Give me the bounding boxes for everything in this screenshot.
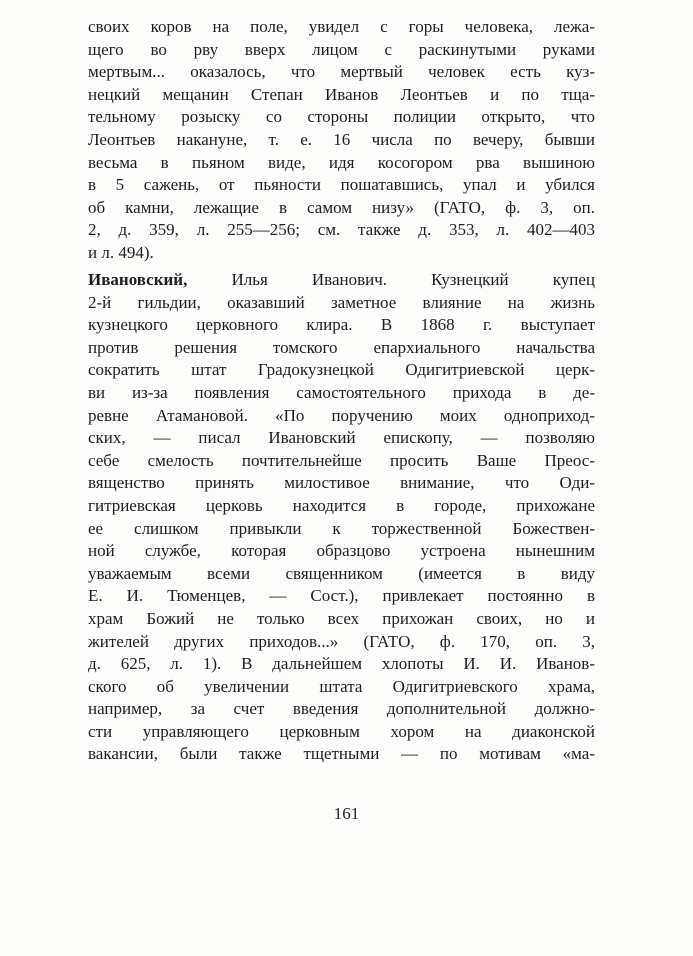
- text-line: 2-й гильдии, оказавший заметное влияние на жизнь: [88, 292, 595, 312]
- entry-first-line: [88, 269, 595, 292]
- text-line: тельному розыску со стороны полиции открыто, что: [88, 107, 595, 127]
- text-line: Е. И. Тюменцев, — Сост.), привлекает постоянно в: [88, 586, 595, 606]
- entry-headword: Ивановский,: [88, 270, 188, 289]
- text-line: против решения томского епархиального начальства: [88, 337, 595, 357]
- text-line: весьма в пьяном виде, идя косогором рва вышиною: [88, 152, 595, 172]
- text-line: нецкий мещанин Степан Иванов Леонтьев и по тща-: [88, 84, 595, 104]
- text-line: д. 625, л. 1). В дальнейшем хлопоты И. И. Иванов-: [88, 654, 595, 674]
- page-number: 161: [333, 804, 360, 823]
- text-line: вакансии, были также тщетными — по мотивам «ма-: [88, 744, 595, 764]
- entry-ivanovsky: [88, 269, 595, 766]
- text-line: в 5 сажень, от пьяности пошатавшись, упал и убился: [88, 175, 595, 195]
- text-line: сти управляющего церковным хором на диаконской: [88, 721, 595, 741]
- text-line: жителей других приходов...» (ГАТО, ф. 170, оп. 3,: [88, 631, 595, 651]
- text-line: ви из-за появления самостоятельного прихода в де-: [88, 382, 595, 402]
- text-line: уважаемым всеми священником (имеется в виду: [88, 563, 595, 583]
- paragraph-continuation: [88, 16, 595, 265]
- entry-first-line-text: Илья Иванович. Кузнецкий купец: [187, 270, 595, 289]
- text-line: своих коров на поле, увидел с горы человека, лежа-: [88, 17, 595, 36]
- text-line: Леонтьев накануне, т. е. 16 числа по вечеру, бывши: [88, 129, 595, 149]
- text-line: об камни, лежащие в самом низу» (ГАТО, ф. 3, оп.: [88, 197, 595, 217]
- text-line: ее слишком привыкли к торжественной Божествен-: [88, 518, 595, 538]
- text-line: себе смелость почтительнейше просить Ваше Преос-: [88, 450, 595, 470]
- text-line: мертвым... оказалось, что мертвый человек есть куз-: [88, 62, 595, 82]
- text-line: щего во рву вверх лицом с раскинутыми руками: [88, 39, 595, 59]
- text-line: ских, — писал Ивановский епископу, — позволяю: [88, 428, 595, 448]
- text-line: ского об увеличении штата Одигитриевского храма,: [88, 676, 595, 696]
- text-line: ревне Атамановой. «По поручению моих одноприход-: [88, 405, 595, 425]
- text-line: 2, д. 359, л. 255—256; см. также д. 353, л. 402—403: [88, 220, 595, 240]
- text-line: ной службе, которая образцово устроена нынешним: [88, 541, 595, 561]
- text-line: сократить штат Градокузнецкой Одигитриевской церк-: [88, 360, 595, 380]
- text-line: кузнецкого церковного клира. В 1868 г. выступает: [88, 315, 595, 335]
- text-line: вященство принять милостивое внимание, что Оди-: [88, 473, 595, 493]
- text-line: гитриевская церковь находится в городе, прихожане: [88, 495, 595, 515]
- text-line: и л. 494).: [88, 242, 154, 262]
- text-line: храм Божий не только всех прихожан своих, но и: [88, 608, 595, 628]
- text-line: например, за счет введения дополнительной должно-: [88, 699, 595, 719]
